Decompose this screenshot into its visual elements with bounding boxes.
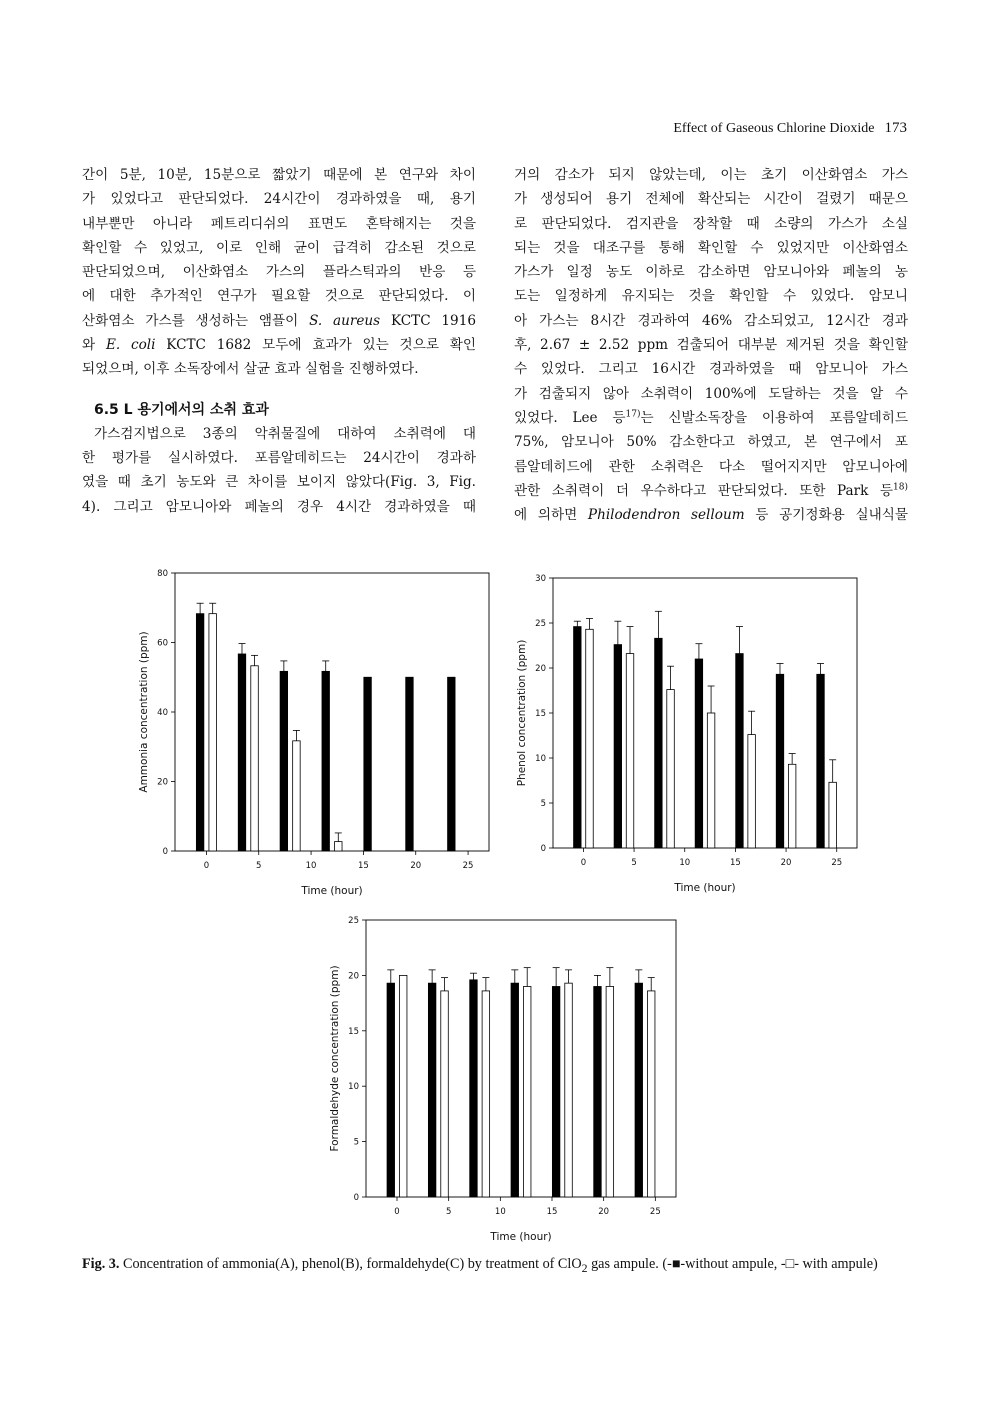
ammonia-chart-svg (125, 560, 505, 905)
bar-with-ampule (788, 764, 796, 848)
x-tick-label: 25 (831, 858, 843, 868)
x-tick-label: 25 (649, 1207, 661, 1217)
bar-without-ampule (695, 659, 703, 848)
bar-with-ampule (209, 614, 217, 851)
bar-without-ampule (470, 980, 478, 1197)
y-tick-label: 20 (535, 664, 546, 674)
bar-with-ampule (335, 842, 343, 851)
text-line: 가 있었다고 판단되었다. 24시간이 경과하였을 때, 용기 (82, 191, 476, 208)
text-line: 가 생성되어 용기 전체에 확산되는 시간이 걸렸기 때문으 (514, 191, 908, 208)
x-tick-label: 10 (494, 1207, 506, 1217)
running-header (673, 120, 907, 137)
y-tick-label: 25 (535, 619, 546, 629)
section-heading: 6.5 L 용기에서의 소취 효과 (94, 401, 269, 418)
y-tick-label: 30 (535, 574, 546, 584)
text-line: 판단되었으며, 이산화염소 가스의 플라스틱과의 반응 등 (82, 264, 476, 281)
x-tick-label: 20 (410, 861, 422, 871)
caption-subscript: 2 (581, 1260, 588, 1275)
y-axis-label: Formaldehyde concentration (ppm) (329, 965, 341, 1152)
y-tick-label: 10 (348, 1082, 359, 1093)
text-fragment: 와 (82, 337, 106, 354)
x-tick-label: 25 (462, 861, 474, 871)
y-tick-label: 10 (535, 754, 546, 764)
text-line: 간이 5분, 10분, 15분으로 짧았기 때문에 본 연구와 차이 (82, 167, 476, 183)
text-line: 아 가스는 8시간 경과하여 46% 감소되었고, 12시간 경과 (514, 312, 908, 329)
text-line (514, 503, 908, 527)
text-fragment: 는 신발소독장을 이용하여 포름알데히드 (640, 409, 908, 426)
text-line: 한 평가를 실시하였다. 포름알데히드는 24시간이 경과하 (82, 449, 476, 466)
bar-with-ampule (748, 735, 756, 848)
bar-without-ampule (322, 671, 330, 851)
text-line: 도는 일정하게 유지되는 것을 확인할 수 있었다. 암모니 (514, 288, 908, 305)
text-line (82, 333, 476, 357)
formaldehyde-chart-svg (318, 908, 688, 1248)
y-axis-label: Ammonia concentration (ppm) (138, 631, 150, 793)
text-fragment: 관한 소취력이 더 우수하다고 판단되었다. 또한 Park 등 (514, 482, 894, 499)
x-tick-label: 5 (631, 858, 637, 868)
x-tick-label: 15 (729, 858, 741, 868)
text-line: 4). 그리고 암모니아와 페놀의 경우 4시간 경과하였을 때 (82, 498, 476, 515)
bar-without-ampule (511, 983, 519, 1197)
formaldehyde-chart (318, 908, 688, 1248)
bar-with-ampule (399, 975, 407, 1197)
caption-text: Concentration of ammonia(A), phenol(B), formaldehyde(C) by treatment of ClO (119, 1256, 582, 1272)
bar-without-ampule (635, 983, 643, 1197)
bar-without-ampule (594, 986, 602, 1197)
x-tick-label: 10 (305, 861, 317, 871)
text-line: 가 검출되지 않아 소취력이 100%에 도달하는 것을 알 수 (514, 385, 908, 402)
text-fragment: 산화염소 가스를 생성하는 앰플이 (82, 312, 299, 329)
figure-label: Fig. 3. (82, 1256, 120, 1272)
y-tick-label: 20 (157, 777, 168, 788)
text-fragment: 있었다. Lee 등 (514, 409, 626, 426)
x-tick-label: 0 (580, 858, 587, 868)
text-line: 후, 2.67 ± 2.52 ppm 검출되어 대부분 제거된 것을 확인할 (514, 337, 908, 354)
y-tick-label: 80 (157, 569, 168, 579)
bar-with-ampule (293, 741, 301, 851)
x-tick-label: 5 (445, 1207, 452, 1217)
plot-frame (366, 920, 676, 1197)
y-tick-label: 5 (540, 799, 546, 809)
bar-without-ampule (387, 983, 395, 1197)
text-line: 가스가 일정 농도 이하로 감소하면 암모니아와 페놀의 농 (514, 264, 908, 281)
text-line (514, 479, 908, 503)
y-tick-label: 0 (353, 1193, 359, 1203)
bar-without-ampule (428, 983, 436, 1197)
bar-without-ampule (574, 627, 582, 848)
x-tick-label: 5 (256, 861, 262, 871)
x-tick-label: 10 (679, 858, 691, 868)
right-column (514, 163, 908, 527)
ammonia-chart (125, 560, 505, 905)
text-fragment: KCTC 1682 모두에 효과가 있는 것으로 확인 (155, 337, 477, 354)
x-axis-label: Time (hour) (490, 1231, 552, 1243)
text-line: 거의 감소가 되지 않았는데, 이는 초기 이산화염소 가스 (514, 167, 908, 183)
text-line: 였을 때 초기 농도와 큰 차이를 보이지 않았다(Fig. 3, Fig. (82, 474, 476, 491)
bar-without-ampule (196, 614, 204, 851)
text-line: 름알데히드에 관한 소취력은 다소 떨어지지만 암모니아에 (514, 458, 908, 475)
caption-text: -without ampule, - (680, 1256, 786, 1272)
text-line: 되는 것을 대조구를 통해 확인할 수 있었지만 이산화염소 (514, 239, 908, 256)
bar-without-ampule (364, 677, 372, 851)
y-tick-label: 0 (162, 847, 168, 857)
reference-marker: 18) (893, 482, 908, 493)
caption-text: gas ampule. (- (587, 1256, 672, 1272)
bar-with-ampule (626, 654, 634, 848)
y-tick-label: 40 (157, 708, 168, 718)
plot-frame (553, 578, 857, 848)
text-fragment: KCTC 1916 (380, 312, 477, 329)
text-line (82, 309, 476, 333)
x-axis-label: Time (hour) (674, 882, 736, 894)
bar-with-ampule (523, 986, 531, 1197)
page-number: 173 (884, 120, 907, 136)
text-line: 에 대한 추가적인 연구가 필요할 것으로 판단되었다. 이 (82, 288, 476, 305)
bar-without-ampule (448, 677, 456, 851)
bar-without-ampule (736, 654, 744, 848)
bar-with-ampule (667, 690, 675, 848)
y-tick-label: 15 (535, 709, 546, 719)
white-bar-legend-marker: □ (785, 1256, 795, 1272)
bar-with-ampule (565, 983, 573, 1197)
running-title: Effect of Gaseous Chlorine Dioxide (673, 121, 875, 136)
bar-with-ampule (829, 782, 837, 848)
caption-text: - with ampule) (794, 1256, 878, 1272)
bar-with-ampule (251, 666, 259, 851)
x-tick-label: 20 (780, 858, 792, 868)
x-tick-label: 15 (357, 861, 369, 871)
bar-without-ampule (655, 638, 663, 848)
bar-without-ampule (817, 674, 825, 848)
x-tick-label: 0 (394, 1207, 400, 1217)
bar-with-ampule (606, 986, 614, 1197)
left-column (82, 163, 476, 519)
text-fragment: 에 의하면 (514, 507, 588, 524)
x-tick-label: 15 (546, 1207, 558, 1217)
bar-with-ampule (707, 713, 715, 848)
y-tick-label: 25 (348, 916, 359, 926)
reference-marker: 17) (625, 409, 641, 420)
phenol-chart-svg (505, 565, 885, 900)
phenol-chart (505, 565, 885, 900)
bar-without-ampule (776, 674, 784, 848)
species-name: E. coli (105, 337, 156, 354)
text-line: 75%, 암모니아 50% 감소한다고 하였고, 본 연구에서 포 (514, 434, 908, 451)
bar-with-ampule (441, 991, 449, 1197)
bar-without-ampule (238, 654, 246, 851)
text-line: 가스검지법으로 3종의 악취물질에 대하여 소취력에 대 (94, 425, 476, 442)
y-tick-label: 15 (348, 1026, 359, 1037)
text-fragment: 등 공기정화용 실내식물 (744, 507, 908, 524)
text-line (514, 406, 908, 430)
figure-caption (82, 1256, 912, 1276)
bar-without-ampule (406, 677, 414, 851)
y-tick-label: 60 (157, 638, 168, 649)
y-axis-label: Phenol concentration (ppm) (516, 639, 528, 787)
x-tick-label: 0 (203, 861, 210, 871)
x-tick-label: 20 (598, 1207, 610, 1217)
bar-with-ampule (482, 991, 490, 1197)
text-line: 내부뿐만 아니라 페트리디쉬의 표면도 혼탁해지는 것을 (82, 215, 476, 232)
bar-without-ampule (280, 671, 288, 851)
plot-frame (175, 573, 489, 851)
y-tick-label: 5 (353, 1137, 359, 1148)
text-line: 되었으며, 이후 소독장에서 살균 효과 실험을 진행하였다. (82, 361, 419, 378)
bar-without-ampule (614, 645, 622, 848)
x-axis-label: Time (hour) (301, 885, 363, 897)
bar-with-ampule (586, 629, 594, 848)
black-bar-legend-marker: ■ (671, 1256, 681, 1272)
species-name: Philodendron selloum (587, 507, 745, 524)
bar-without-ampule (552, 986, 560, 1197)
text-line: 확인할 수 있었고, 이로 인해 균이 급격히 감소된 것으로 (82, 239, 476, 256)
text-line: 로 판단되었다. 검지관을 장착할 때 소량의 가스가 소실 (514, 215, 908, 232)
bar-with-ampule (647, 991, 655, 1197)
species-name: S. aureus (309, 312, 381, 329)
y-tick-label: 20 (348, 971, 359, 982)
text-line: 수 있었다. 그리고 16시간 경과하였을 때 암모니아 가스 (514, 361, 908, 378)
y-tick-label: 0 (540, 844, 546, 854)
